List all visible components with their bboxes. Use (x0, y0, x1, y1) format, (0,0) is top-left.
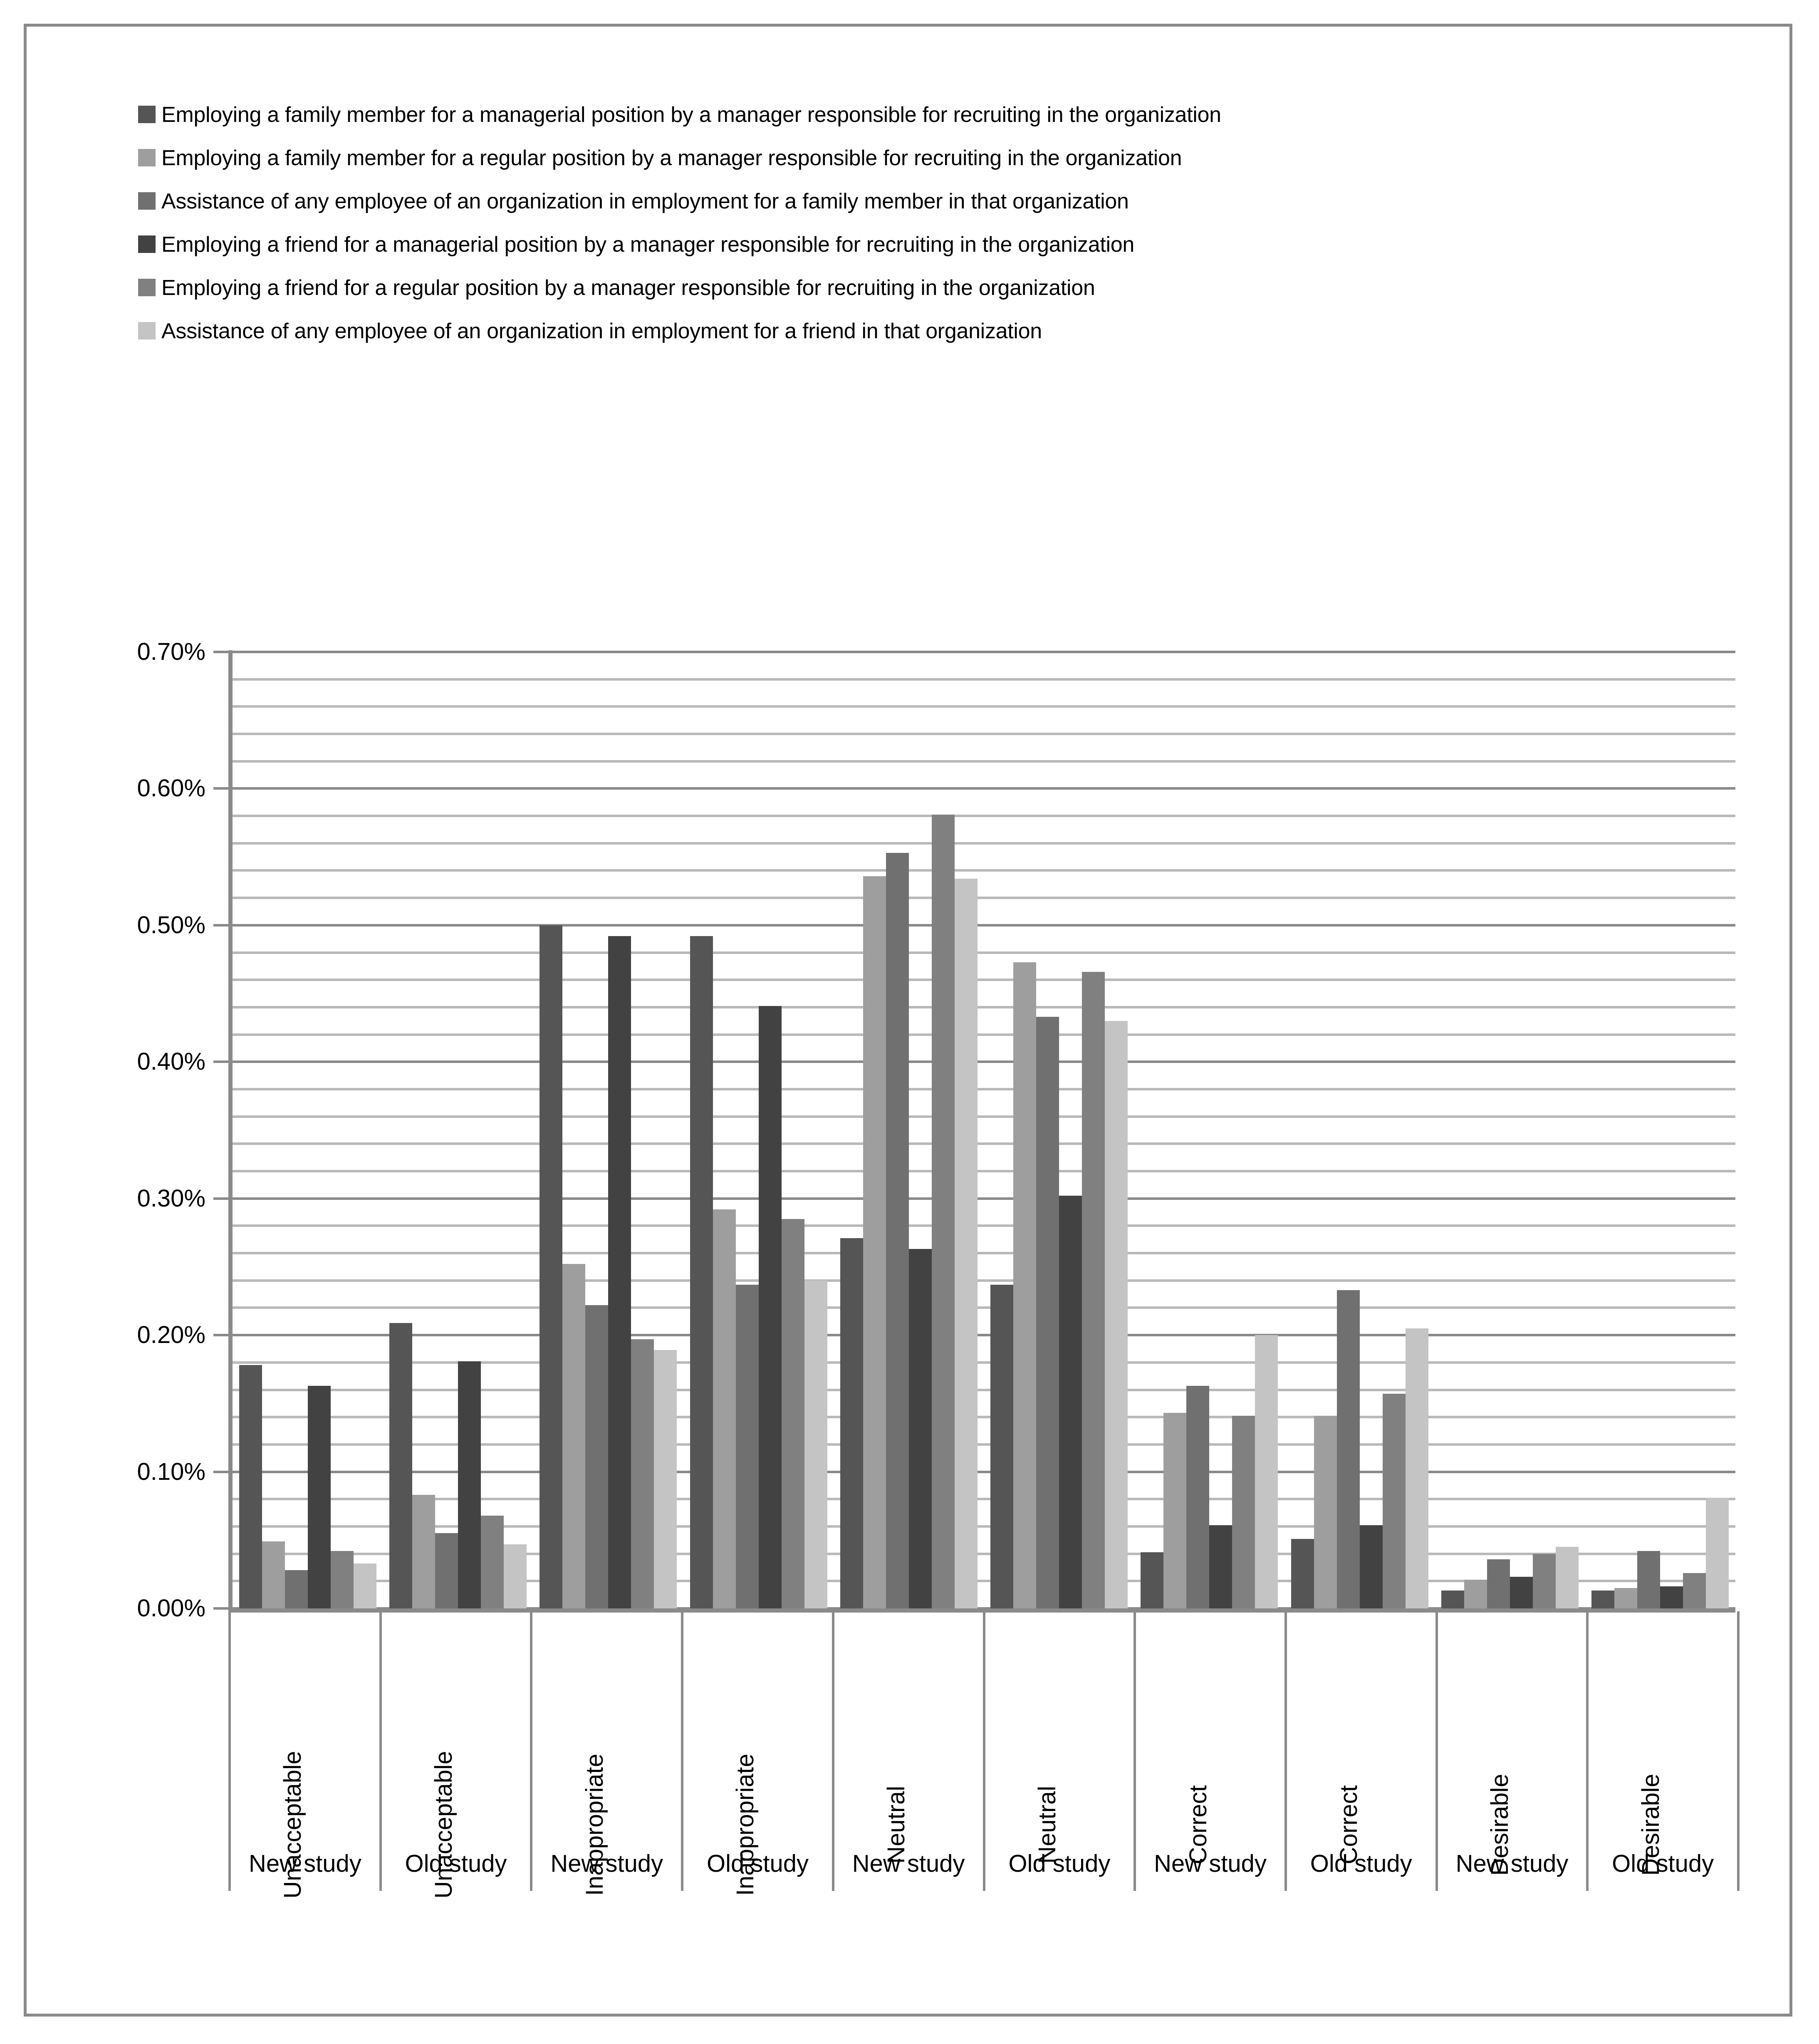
legend-swatch-icon (138, 149, 156, 166)
bar-group (533, 652, 683, 1608)
y-axis-labels (27, 638, 205, 1622)
bar[interactable] (1036, 1017, 1059, 1608)
bar[interactable] (863, 876, 886, 1608)
bar[interactable] (285, 1570, 308, 1608)
bar[interactable] (1209, 1525, 1232, 1608)
y-tick-label: 0.30% (137, 1184, 205, 1212)
x-axis (228, 1611, 1740, 1899)
bar[interactable] (1591, 1591, 1614, 1608)
bar-group (683, 652, 834, 1608)
bar[interactable] (1441, 1591, 1464, 1608)
bar[interactable] (585, 1305, 608, 1608)
x-axis-category-label: Desirable (1486, 1774, 1513, 1876)
bar[interactable] (308, 1386, 331, 1608)
legend-swatch-icon (138, 279, 156, 296)
legend-swatch-icon (138, 106, 156, 123)
x-axis-study-label: Old study (1287, 1836, 1438, 1891)
x-axis-category-label: Unacceptable (430, 1751, 458, 1899)
legend-item[interactable] (138, 188, 1702, 215)
y-tick-mark (213, 1471, 228, 1473)
bar-group (834, 652, 984, 1608)
y-tick-label: 0.40% (137, 1048, 205, 1075)
x-axis-study-label: New study (1136, 1836, 1287, 1891)
bar[interactable] (1660, 1586, 1683, 1608)
bar[interactable] (886, 853, 909, 1608)
bar[interactable] (1487, 1559, 1510, 1608)
legend-item[interactable] (138, 102, 1702, 128)
x-axis-category-label: Unacceptable (279, 1751, 307, 1899)
x-axis-category-label: Desirable (1637, 1774, 1664, 1876)
bar[interactable] (759, 1006, 782, 1608)
legend-item-label: Employing a family member for a managerial position by a manager responsible for recruiting in the organization (161, 103, 1221, 127)
bar[interactable] (1232, 1416, 1255, 1608)
bar[interactable] (458, 1361, 481, 1608)
legend-item-label: Employing a family member for a regular position by a manager responsible for recruiting in the organization (161, 146, 1182, 170)
y-axis-line (228, 650, 233, 1610)
bar[interactable] (713, 1209, 736, 1608)
bar[interactable] (481, 1516, 504, 1608)
bar[interactable] (1637, 1551, 1660, 1608)
y-tick-mark (213, 1334, 228, 1336)
bar[interactable] (782, 1219, 804, 1608)
bar[interactable] (608, 936, 631, 1608)
bar-series-container (233, 652, 1735, 1608)
bar[interactable] (1186, 1386, 1209, 1608)
bar[interactable] (1383, 1394, 1406, 1608)
legend-item[interactable] (138, 318, 1702, 344)
bar[interactable] (690, 936, 713, 1608)
y-tick-label: 0.20% (137, 1321, 205, 1349)
legend-item[interactable] (138, 145, 1702, 171)
x-axis-category-label: Neutral (883, 1786, 910, 1864)
bar[interactable] (331, 1551, 354, 1608)
bar[interactable] (354, 1563, 376, 1608)
bar[interactable] (1706, 1498, 1729, 1608)
bar[interactable] (1105, 1021, 1128, 1608)
x-axis-study-label: Old study (985, 1836, 1136, 1891)
y-tick-label: 0.10% (137, 1458, 205, 1485)
bar[interactable] (1013, 962, 1036, 1608)
bar[interactable] (804, 1281, 827, 1608)
bar[interactable] (1614, 1588, 1637, 1608)
bar[interactable] (1337, 1290, 1360, 1608)
legend-swatch-icon (138, 192, 156, 210)
plot-area (233, 652, 1735, 1608)
bar[interactable] (1291, 1539, 1314, 1608)
y-tick-mark (213, 1607, 228, 1610)
bar[interactable] (1360, 1525, 1383, 1608)
bar[interactable] (1406, 1328, 1428, 1608)
bar[interactable] (389, 1323, 412, 1608)
bar[interactable] (909, 1249, 932, 1608)
bar-group (1435, 652, 1585, 1608)
bar[interactable] (504, 1544, 527, 1608)
bar-group (984, 652, 1134, 1608)
bar[interactable] (654, 1350, 677, 1608)
x-axis-study-row (228, 1836, 1740, 1891)
x-axis-study-label: New study (834, 1836, 985, 1891)
legend-swatch-icon (138, 235, 156, 253)
x-axis-category-label: Inappropriate (581, 1754, 608, 1896)
y-tick-label: 0.60% (137, 775, 205, 802)
bar[interactable] (631, 1339, 654, 1608)
bar[interactable] (1510, 1577, 1533, 1608)
bar[interactable] (239, 1365, 262, 1608)
x-axis-category-label: Correct (1184, 1785, 1212, 1865)
y-tick-mark (213, 651, 228, 653)
x-axis-study-label: New study (231, 1836, 382, 1891)
bar[interactable] (990, 1285, 1013, 1608)
x-axis-study-label: New study (532, 1836, 683, 1891)
bar[interactable] (1314, 1416, 1337, 1608)
legend-swatch-icon (138, 322, 156, 339)
x-axis-study-label: Old study (1589, 1836, 1740, 1891)
chart-legend (138, 102, 1702, 361)
bar[interactable] (435, 1533, 458, 1608)
bar[interactable] (412, 1495, 435, 1608)
bar-group (1585, 652, 1735, 1608)
bar-group (1134, 652, 1284, 1608)
bar[interactable] (955, 879, 978, 1608)
legend-item-label: Assistance of any employee of an organization in employment for a friend in that organization (161, 319, 1042, 343)
x-axis-study-label: New study (1438, 1836, 1589, 1891)
bar[interactable] (1533, 1554, 1556, 1608)
x-axis-study-label: Old study (382, 1836, 533, 1891)
bar[interactable] (1059, 1196, 1082, 1608)
y-tick-mark (213, 924, 228, 927)
legend-item[interactable] (138, 275, 1702, 301)
legend-item-label: Employing a friend for a regular position by a manager responsible for recruiting in the organization (161, 276, 1095, 300)
x-axis-category-label: Correct (1335, 1785, 1363, 1865)
bar[interactable] (540, 925, 562, 1608)
y-tick-label: 0.50% (137, 911, 205, 939)
legend-item[interactable] (138, 231, 1702, 258)
bar[interactable] (932, 815, 955, 1608)
x-axis-category-label: Neutral (1033, 1786, 1061, 1864)
bar-group (1284, 652, 1435, 1608)
bar[interactable] (1082, 972, 1105, 1608)
bar[interactable] (1683, 1573, 1706, 1608)
legend-item-label: Employing a friend for a managerial position by a manager responsible for recruiting in the organization (161, 233, 1135, 257)
y-tick-mark (213, 787, 228, 790)
y-tick-label: 0.00% (137, 1595, 205, 1622)
bar[interactable] (1141, 1552, 1163, 1608)
chart-figure (24, 24, 1792, 2017)
bar[interactable] (1255, 1335, 1278, 1608)
bar-group (383, 652, 533, 1608)
bar[interactable] (262, 1541, 285, 1608)
y-tick-label: 0.70% (137, 638, 205, 665)
bar[interactable] (840, 1238, 863, 1608)
bar[interactable] (1556, 1547, 1579, 1608)
bar[interactable] (562, 1264, 585, 1608)
bar[interactable] (1464, 1580, 1487, 1608)
x-axis-category-label: Inappropriate (732, 1754, 759, 1896)
bar-group (233, 652, 383, 1608)
bar[interactable] (1163, 1413, 1186, 1608)
bar[interactable] (736, 1285, 759, 1608)
y-tick-mark (213, 1060, 228, 1063)
legend-item-label: Assistance of any employee of an organization in employment for a family member in that organization (161, 189, 1129, 213)
x-axis-study-label: Old study (683, 1836, 834, 1891)
y-tick-mark (213, 1197, 228, 1200)
